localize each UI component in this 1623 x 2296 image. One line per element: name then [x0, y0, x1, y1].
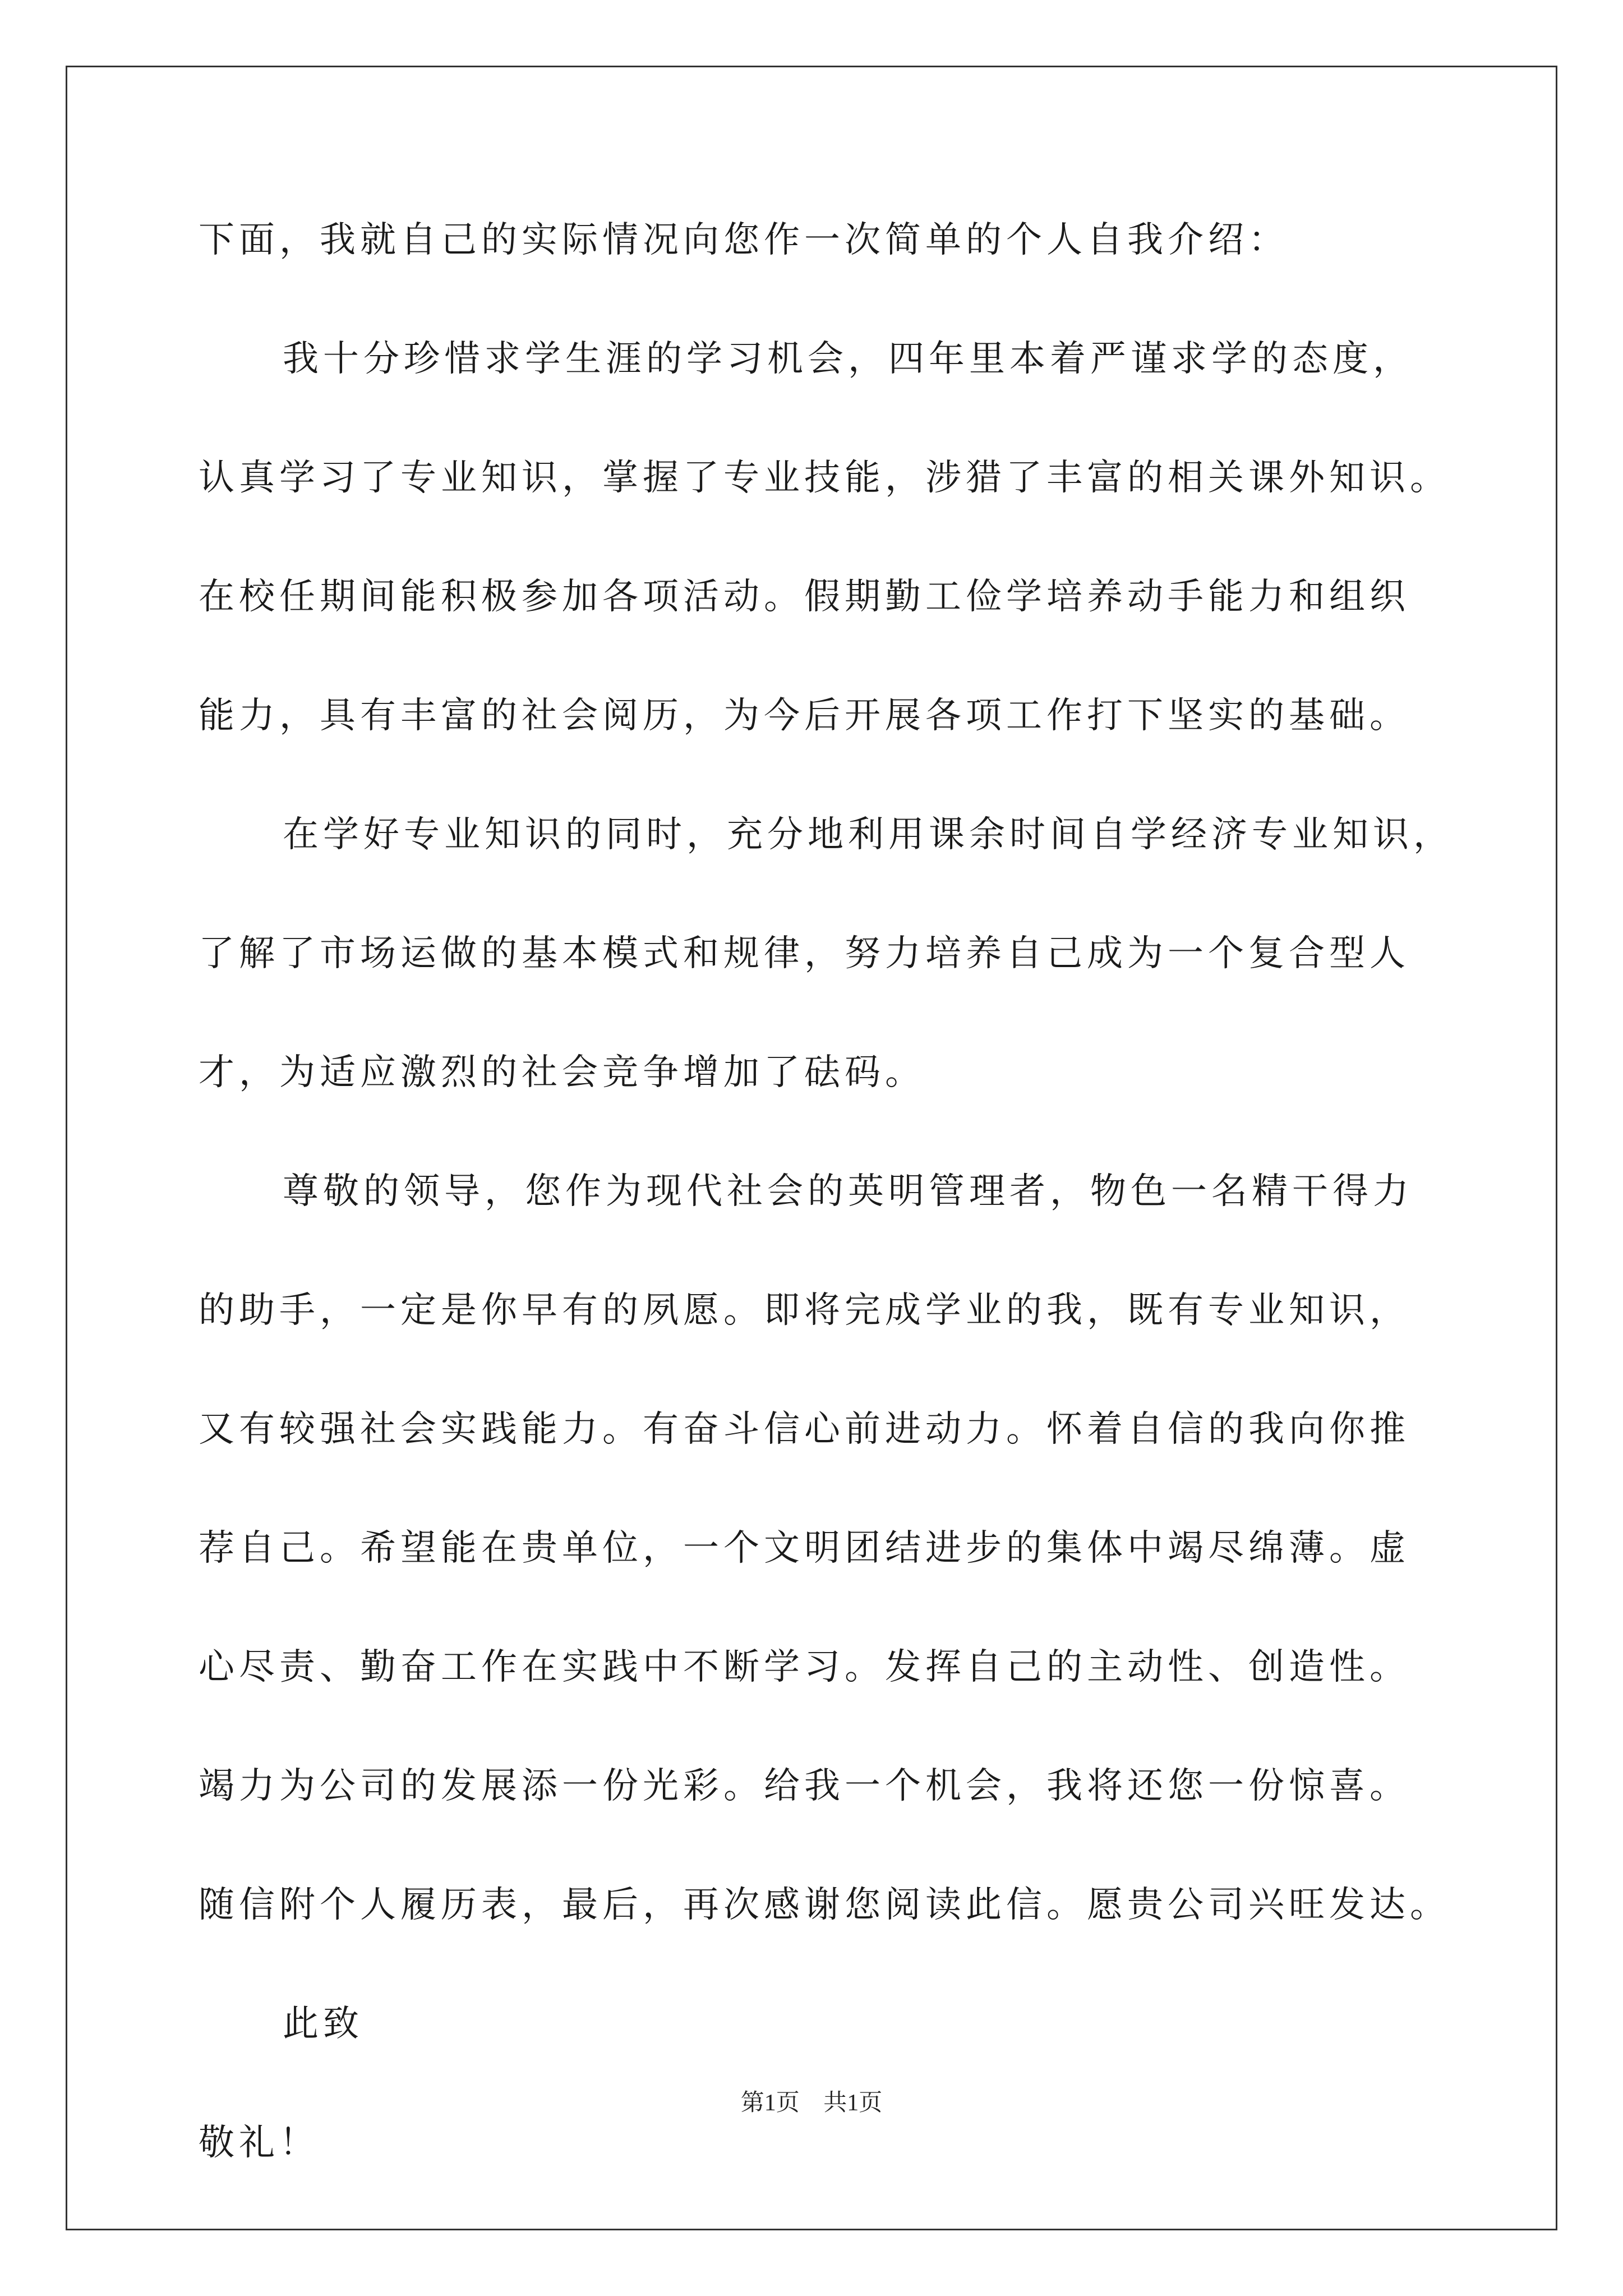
text-line: 我十分珍惜求学生涯的学习机会，四年里本着严谨求学的态度， [283, 338, 1413, 380]
text-line: 的助手，一定是你早有的夙愿。即将完成学业的我，既有专业知识， [199, 1290, 1410, 1331]
text-line: 心尽责、勤奋工作在实践中不断学习。发挥自己的主动性、创造性。 [199, 1646, 1410, 1688]
salutation-line: 敬礼！ [199, 2122, 320, 2164]
closing-line: 此致 [283, 2003, 363, 2045]
text-line: 尊敬的领导，您作为现代社会的英明管理者，物色一名精干得力 [283, 1171, 1413, 1212]
page-footer [0, 2084, 1623, 2118]
text-line: 在校任期间能积极参加各项活动。假期勤工俭学培养动手能力和组织 [199, 576, 1410, 618]
text-line: 荐自己。希望能在贵单位，一个文明团结进步的集体中竭尽绵薄。虚 [199, 1527, 1410, 1569]
text-line: 认真学习了专业知识，掌握了专业技能，涉猎了丰富的相关课外知识。 [199, 457, 1450, 499]
text-line: 随信附个人履历表，最后，再次感谢您阅读此信。愿贵公司兴旺发达。 [199, 1884, 1450, 1926]
text-line: 竭力为公司的发展添一份光彩。给我一个机会，我将还您一份惊喜。 [199, 1765, 1410, 1807]
text-line: 又有较强社会实践能力。有奋斗信心前进动力。怀着自信的我向你推 [199, 1409, 1410, 1450]
text-line: 下面，我就自己的实际情况向您作一次简单的个人自我介绍： [199, 219, 1289, 261]
text-line: 能力，具有丰富的社会阅历，为今后开展各项工作打下坚实的基础。 [199, 695, 1410, 737]
text-line: 在学好专业知识的同时，充分地利用课余时间自学经济专业知识， [283, 814, 1454, 855]
page-total: 共1页 [823, 2090, 883, 2116]
text-line: 才，为适应激烈的社会竞争增加了砝码。 [199, 1052, 925, 1093]
page-number: 第1页 [740, 2090, 800, 2116]
text-line: 了解了市场运做的基本模式和规律，努力培养自己成为一个复合型人 [199, 933, 1410, 974]
